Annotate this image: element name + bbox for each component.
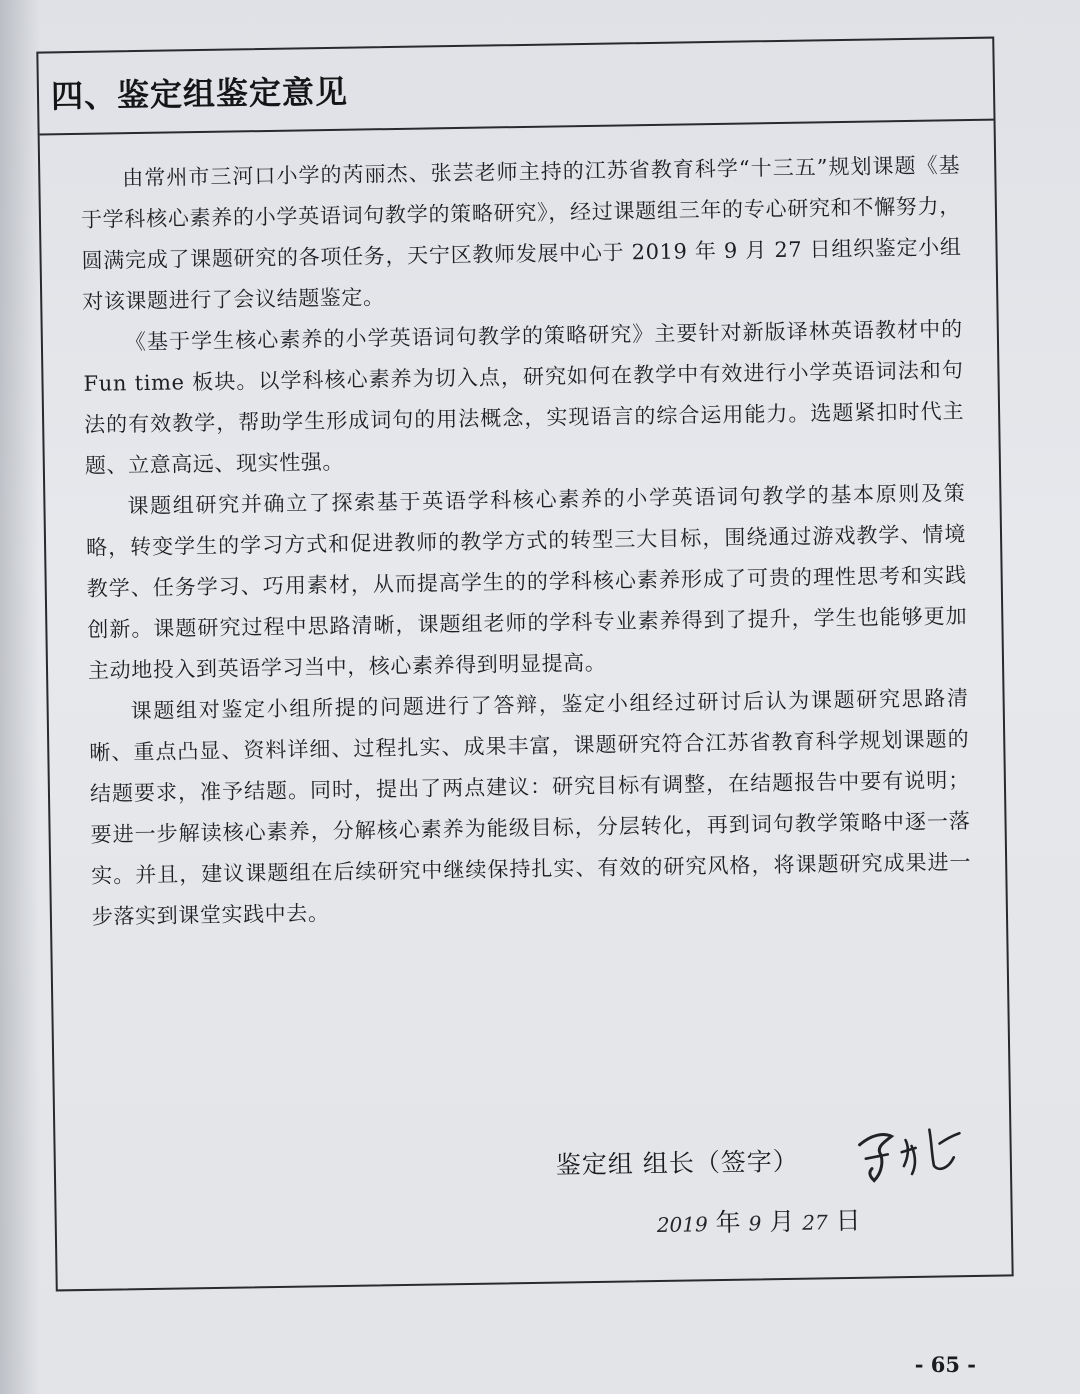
section-header [38, 39, 993, 136]
date-day: 27 [802, 1210, 828, 1235]
appraisal-opinion-box [36, 37, 1013, 1292]
opinion-body [80, 145, 972, 938]
date-year: 2019 [656, 1212, 708, 1237]
paragraph-3: 课题组研究并确立了探索基于英语学科核心素养的小学英语词句教学的基本原则及策略，转变学生的学习方式和促进教师的教学方式的转型三大目标，围绕通过游戏教学、情境教学、任务学习、巧用素材，从而提高学生的的学科核心素养形成了可贵的理性思考和实践创新。课题研究过程中思路清晰，课题组老师的学科专业素养得到了提升，学生也能够更加主动地投入到英语学习当中，核心素养得到明显提高。 [85, 481, 968, 683]
handwritten-signature [853, 1121, 964, 1187]
date-day-unit: 日 [835, 1205, 861, 1236]
binding-shadow [0, 0, 40, 1394]
paragraph-4: 课题组对鉴定小组所提的问题进行了答辩，鉴定小组经过研讨后认为课题研究思路清晰、重点凸显、资料详细、过程扎实、成果丰富，课题研究符合江苏省教育科学规划课题的结题要求，准予结题。同时，提出了两点建议：研究目标有调整，在结题报告中要有说明；要进一步解读核心素养，分解核心素养为能级目标，分层转化，再到词句教学策略中逐一落实。并且，建议课题组在后续研究中继续保持扎实、有效的研究风格，将课题研究成果进一步落实到课堂实践中去。 [89, 686, 972, 929]
date-month-unit: 月 [769, 1206, 795, 1237]
signature-date [656, 1201, 860, 1240]
paragraph-1: 由常州市三河口小学的芮丽杰、张芸老师主持的江苏省教育科学“十三五”规划课题《基于学科核心素养的小学英语词句教学的策略研究》，经过课题组三年的专心研究和不懈努力，圆满完成了课题研究的各项任务，天宁区教师发展中心于 2019 年 9 月 27 日组织鉴定小组对该课题进行了会议结题鉴定。 [80, 153, 962, 314]
section-title: 四、鉴定组鉴定意见 [50, 72, 349, 116]
date-year-unit: 年 [715, 1207, 741, 1238]
signature-block [555, 1127, 977, 1254]
page-number: - 65 - [914, 1352, 976, 1377]
date-month: 9 [748, 1211, 762, 1236]
signature-label: 鉴定组 组长（签字） [555, 1146, 800, 1180]
paragraph-2: 《基于学生核心素养的小学英语词句教学的策略研究》主要针对新版译林英语教材中的 Fun time 板块。以学科核心素养为切入点，研究如何在教学中有效进行小学英语词法和句法的有效教学，帮助学生形成词句的用法概念，实现语言的综合运用能力。选题紧扣时代主题、立意高远、现实性强。 [83, 317, 965, 478]
